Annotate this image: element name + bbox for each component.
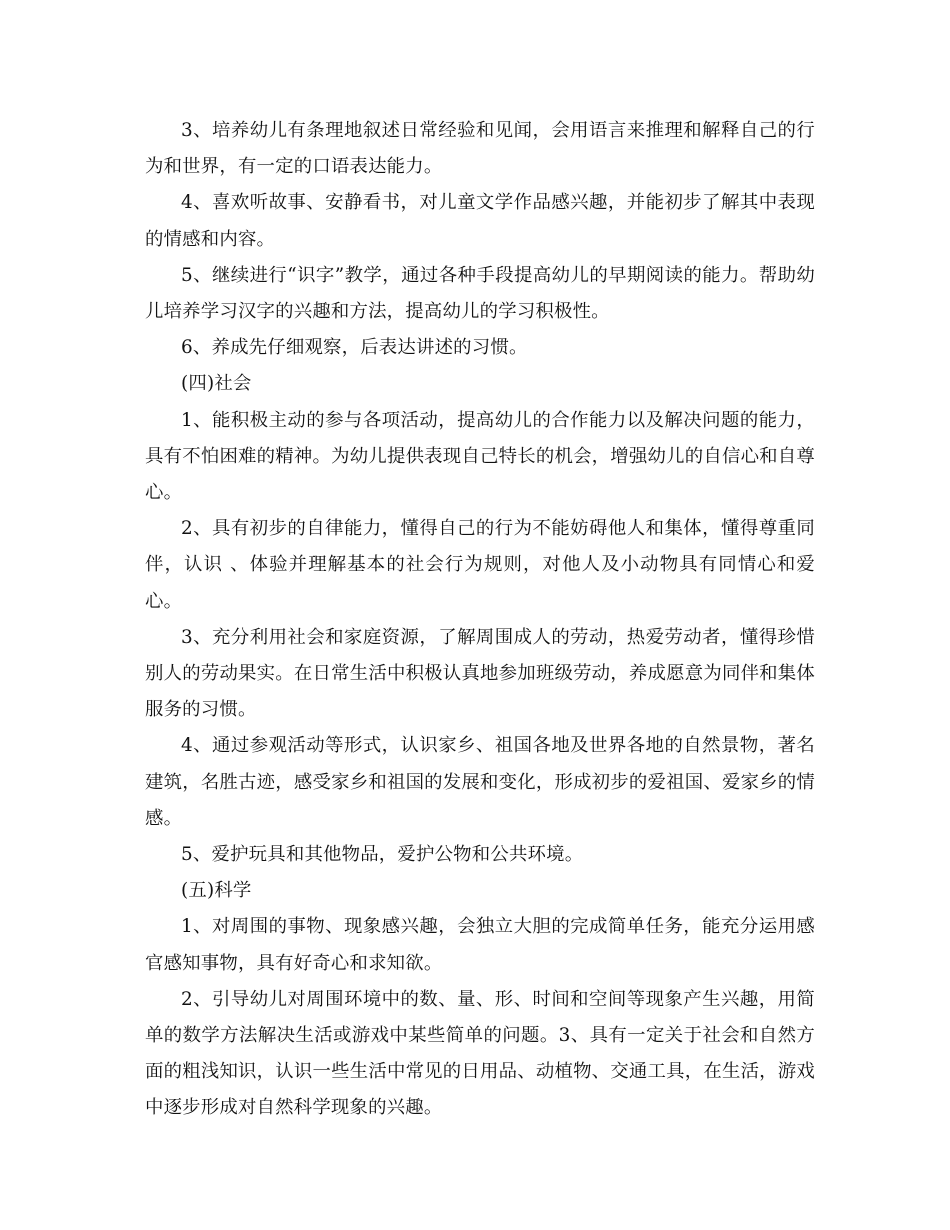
paragraph-social-4: 4、通过参观活动等形式，认识家乡、祖国各地及世界各地的自然景物，著名建筑，名胜古迹，感受家乡和祖国的发展和变化，形成初步的爱祖国、爱家乡的情感。: [145, 735, 815, 829]
paragraph-social-1: 1、能积极主动的参与各项活动，提高幼儿的合作能力以及解决问题的能力，具有不怕困难的精神。为幼儿提供表现自己特长的机会，增强幼儿的自信心和自尊心。: [145, 409, 815, 504]
section-heading-science: (五)科学: [181, 880, 252, 902]
paragraph-science-1: 1、对周围的事物、现象感兴趣，会独立大胆的完成简单任务，能充分运用感官感知事物，具有好奇心和求知欲。: [145, 916, 815, 974]
paragraph-language-6: 6、养成先仔细观察，后表达讲述的习惯。: [181, 337, 528, 359]
paragraph-social-5: 5、爱护玩具和其他物品，爱护公物和公共环境。: [181, 844, 584, 866]
section-heading-social: (四)社会: [181, 373, 252, 395]
paragraph-science-2: 2、引导幼儿对周围环境中的数、量、形、时间和空间等现象产生兴趣，用简单的数学方法解决生活或游戏中某些简单的问题。3、具有一定关于社会和自然方面的粗浅知识，认识一些生活中常见的日用品、动植物、交通工具，在生活，游戏中逐步形成对自然科学现象的兴趣。: [145, 988, 815, 1119]
paragraph-language-4: 4、喜欢听故事、安静看书，对儿童文学作品感兴趣，并能初步了解其中表现的情感和内容。: [145, 192, 815, 250]
document-body: [145, 113, 815, 1127]
paragraph-social-3: 3、充分利用社会和家庭资源，了解周围成人的劳动，热爱劳动者，懂得珍惜别人的劳动果实。在日常生活中积极认真地参加班级劳动，养成愿意为同伴和集体服务的习惯。: [145, 626, 815, 721]
paragraph-language-3: 3、培养幼儿有条理地叙述日常经验和见闻，会用语言来推理和解释自己的行为和世界，有一定的口语表达能力。: [145, 120, 815, 178]
paragraph-language-5: 5、继续进行“识字”教学，通过各种手段提高幼儿的早期阅读的能力。帮助幼儿培养学习汉字的兴趣和方法，提高幼儿的学习积极性。: [145, 264, 815, 323]
paragraph-social-2: 2、具有初步的自律能力，懂得自己的行为不能妨碍他人和集体，懂得尊重同伴，认识 、体验并理解基本的社会行为规则，对他人及小动物具有同情心和爱心。: [145, 518, 815, 612]
